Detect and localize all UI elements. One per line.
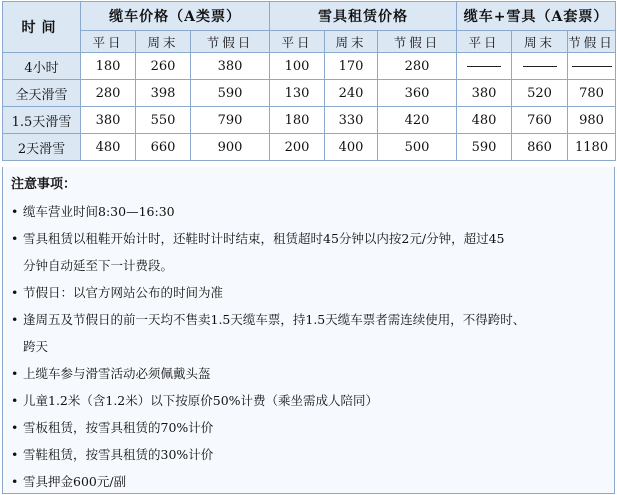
price-cell: 280 bbox=[81, 80, 136, 107]
notes-title: 注意事项： bbox=[11, 177, 77, 192]
note-text: 上缆车参与滑雪活动必须佩戴头盔 bbox=[23, 366, 211, 381]
price-cell: 790 bbox=[191, 107, 270, 134]
price-cell: 760 bbox=[512, 107, 568, 134]
note-item bbox=[11, 306, 606, 333]
price-cell-empty bbox=[512, 53, 568, 80]
price-cell: 180 bbox=[81, 53, 136, 80]
bullet-icon: • bbox=[11, 393, 19, 408]
price-cell: 550 bbox=[136, 107, 191, 134]
header-combo-price: 缆车+雪具（A套票） bbox=[457, 2, 616, 31]
price-cell: 180 bbox=[270, 107, 325, 134]
subheader-weekend: 周末 bbox=[136, 31, 191, 53]
subheader-weekend: 周末 bbox=[325, 31, 378, 53]
note-text: 雪具押金600元/副 bbox=[23, 474, 127, 489]
price-cell: 900 bbox=[191, 134, 270, 161]
note-text: 雪鞋租赁，按雪具租赁的30%计价 bbox=[23, 447, 214, 462]
row-label: 1.5天滑雪 bbox=[3, 107, 81, 134]
price-cell: 330 bbox=[325, 107, 378, 134]
price-cell: 420 bbox=[378, 107, 457, 134]
notes-panel bbox=[2, 167, 615, 494]
note-continuation: 跨天 bbox=[23, 339, 49, 354]
price-cell: 398 bbox=[136, 80, 191, 107]
bullet-icon: • bbox=[11, 366, 19, 381]
price-cell: 240 bbox=[325, 80, 378, 107]
header-equipment-rental-price: 雪具租赁价格 bbox=[270, 2, 457, 31]
header-cable-car-price: 缆车价格（A类票） bbox=[81, 2, 270, 31]
subheader-weekday: 平日 bbox=[457, 31, 512, 53]
note-item bbox=[11, 279, 606, 306]
price-cell: 360 bbox=[378, 80, 457, 107]
row-label: 全天滑雪 bbox=[3, 80, 81, 107]
bullet-icon: • bbox=[11, 420, 19, 435]
note-text: 雪板租赁，按雪具租赁的70%计价 bbox=[23, 420, 214, 435]
dash-mark bbox=[523, 66, 557, 67]
note-item bbox=[11, 225, 606, 252]
price-cell-empty bbox=[457, 53, 512, 80]
subheader-weekday: 平日 bbox=[270, 31, 325, 53]
table-row bbox=[3, 134, 616, 161]
price-cell: 500 bbox=[378, 134, 457, 161]
subheader-holiday: 节假日 bbox=[568, 31, 616, 53]
bullet-icon: • bbox=[11, 204, 19, 219]
note-text: 儿童1.2米（含1.2米）以下按原价50%计费（乘坐需成人陪同） bbox=[23, 393, 379, 408]
bullet-icon: • bbox=[11, 447, 19, 462]
note-text: 缆车营业时间8:30—16:30 bbox=[23, 204, 175, 219]
price-cell: 380 bbox=[457, 80, 512, 107]
price-cell: 590 bbox=[457, 134, 512, 161]
price-cell: 780 bbox=[568, 80, 616, 107]
price-cell: 200 bbox=[270, 134, 325, 161]
note-item bbox=[11, 414, 606, 441]
price-cell: 480 bbox=[457, 107, 512, 134]
price-cell: 280 bbox=[378, 53, 457, 80]
table-row bbox=[3, 53, 616, 80]
price-cell: 380 bbox=[81, 107, 136, 134]
price-cell: 100 bbox=[270, 53, 325, 80]
price-cell: 1180 bbox=[568, 134, 616, 161]
price-table bbox=[2, 1, 616, 161]
price-cell: 130 bbox=[270, 80, 325, 107]
bullet-icon: • bbox=[11, 474, 19, 489]
subheader-holiday: 节假日 bbox=[191, 31, 270, 53]
price-cell: 170 bbox=[325, 53, 378, 80]
note-item bbox=[11, 198, 606, 225]
note-item bbox=[11, 468, 606, 495]
subheader-holiday: 节假日 bbox=[378, 31, 457, 53]
header-time: 时间 bbox=[3, 2, 81, 53]
price-cell: 860 bbox=[512, 134, 568, 161]
dash-mark bbox=[467, 66, 501, 67]
subheader-weekday: 平日 bbox=[81, 31, 136, 53]
note-text: 节假日：以官方网站公布的时间为准 bbox=[23, 285, 224, 300]
dash-mark bbox=[572, 66, 612, 67]
bullet-icon: • bbox=[11, 231, 19, 246]
price-cell: 980 bbox=[568, 107, 616, 134]
table-row bbox=[3, 80, 616, 107]
price-cell-empty bbox=[568, 53, 616, 80]
note-text: 逢周五及节假日的前一天均不售卖1.5天缆车票，持1.5天缆车票者需连续使用，不得跨时、 bbox=[23, 312, 526, 327]
price-cell: 520 bbox=[512, 80, 568, 107]
price-cell: 380 bbox=[191, 53, 270, 80]
subheader-weekend: 周末 bbox=[512, 31, 568, 53]
note-item bbox=[11, 360, 606, 387]
price-cell: 400 bbox=[325, 134, 378, 161]
price-cell: 260 bbox=[136, 53, 191, 80]
table-row bbox=[3, 107, 616, 134]
note-continuation: 分钟自动延至下一计费段。 bbox=[23, 258, 174, 273]
note-item bbox=[11, 387, 606, 414]
price-cell: 590 bbox=[191, 80, 270, 107]
bullet-icon: • bbox=[11, 312, 19, 327]
bullet-icon: • bbox=[11, 285, 19, 300]
price-cell: 480 bbox=[81, 134, 136, 161]
row-label: 4小时 bbox=[3, 53, 81, 80]
row-label: 2天滑雪 bbox=[3, 134, 81, 161]
note-item bbox=[11, 441, 606, 468]
note-text: 雪具租赁以租鞋开始计时，还鞋时计时结束，租赁超时45分钟以内按2元/分钟，超过45 bbox=[23, 231, 505, 246]
price-cell: 660 bbox=[136, 134, 191, 161]
